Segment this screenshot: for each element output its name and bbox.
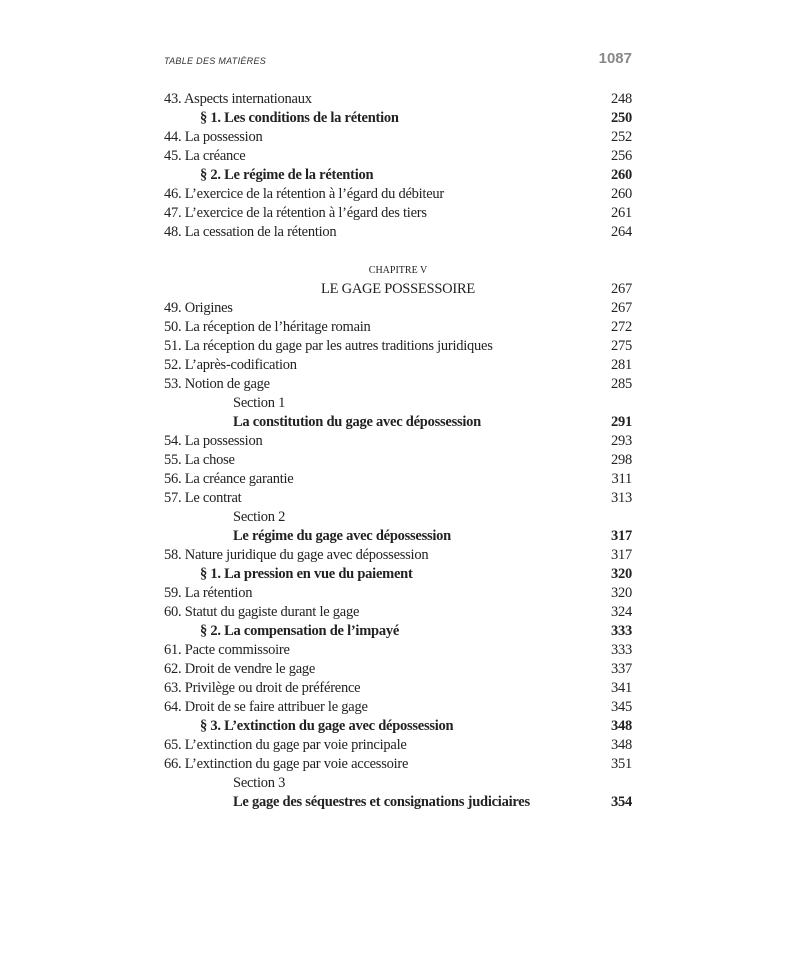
toc-page-number: 267	[611, 300, 632, 316]
toc-entry	[164, 660, 632, 679]
toc-label: 66. L’extinction du gage par voie accessoire	[164, 756, 409, 772]
toc-entry	[164, 299, 632, 318]
toc-label: Section 1	[233, 395, 286, 411]
toc-entry	[164, 356, 632, 375]
toc-page-number: 275	[611, 338, 632, 354]
toc-entry	[164, 375, 632, 394]
toc-label: 55. La chose	[164, 452, 235, 468]
toc-label: 48. La cessation de la rétention	[164, 224, 337, 240]
toc-section-label	[164, 394, 632, 413]
toc-label: Section 3	[233, 775, 286, 791]
toc-paragraph-heading	[164, 109, 632, 128]
toc-section-title	[164, 413, 632, 432]
toc-label: 62. Droit de vendre le gage	[164, 661, 316, 677]
toc-entry	[164, 432, 632, 451]
toc-paragraph-heading	[164, 565, 632, 584]
toc-page-number: 256	[611, 148, 632, 164]
toc-entry	[164, 185, 632, 204]
toc-page-number: 341	[611, 680, 632, 696]
toc-label: 44. La possession	[164, 129, 263, 145]
toc-paragraph-heading	[164, 166, 632, 185]
page-number: 1087	[598, 50, 632, 67]
toc-page-number: 337	[611, 661, 632, 677]
toc-entry	[164, 90, 632, 109]
toc-label: 46. L’exercice de la rétention à l’égard du débiteur	[164, 186, 444, 202]
toc-page-number: 333	[611, 623, 632, 639]
toc-page-number: 354	[611, 794, 632, 810]
toc-label: 58. Nature juridique du gage avec dépossession	[164, 547, 429, 563]
toc-label: § 1. La pression en vue du paiement	[200, 566, 413, 582]
toc-page-number: 348	[611, 718, 632, 734]
toc-page-number: 261	[611, 205, 632, 221]
toc-label: 50. La réception de l’héritage romain	[164, 319, 371, 335]
toc-page-number: 324	[611, 604, 632, 620]
toc-entry	[164, 489, 632, 508]
toc-page-number: 285	[611, 376, 632, 392]
toc-label: Section 2	[233, 509, 286, 525]
toc-page-number: 272	[611, 319, 632, 335]
toc-label: CHAPITRE V	[368, 265, 428, 276]
toc-page-number: 351	[611, 756, 632, 772]
toc-page-number: 313	[611, 490, 632, 506]
toc-label: 47. L’exercice de la rétention à l’égard des tiers	[164, 205, 427, 221]
toc-page-number: 345	[611, 699, 632, 715]
toc-label: 64. Droit de se faire attribuer le gage	[164, 699, 368, 715]
toc-page-number: 333	[611, 642, 632, 658]
toc-entry	[164, 204, 632, 223]
toc-page-number: 293	[611, 433, 632, 449]
toc-label: 65. L’extinction du gage par voie principale	[164, 737, 407, 753]
toc-page-number: 260	[611, 186, 632, 202]
toc-entry	[164, 451, 632, 470]
toc-label: 54. La possession	[164, 433, 263, 449]
toc-entry	[164, 736, 632, 755]
toc-entry	[164, 755, 632, 774]
toc-label: 51. La réception du gage par les autres traditions juridiques	[164, 338, 493, 354]
toc-label: § 1. Les conditions de la rétention	[200, 110, 399, 126]
toc-label: § 2. Le régime de la rétention	[200, 167, 374, 183]
toc-label: § 3. L’extinction du gage avec dépossession	[200, 718, 454, 734]
toc-label: 43. Aspects internationaux	[164, 91, 312, 107]
toc-page-number: 248	[611, 91, 632, 107]
toc-entry	[164, 698, 632, 717]
toc-entry	[164, 128, 632, 147]
table-of-contents	[164, 90, 632, 812]
toc-label: LE GAGE POSSESSOIRE	[321, 281, 475, 297]
toc-page-number: 264	[611, 224, 632, 240]
toc-page-number: 291	[611, 414, 632, 430]
toc-label: § 2. La compensation de l’impayé	[200, 623, 400, 639]
toc-chapter-title	[164, 280, 632, 299]
toc-page-number: 252	[611, 129, 632, 145]
toc-paragraph-heading	[164, 717, 632, 736]
toc-paragraph-heading	[164, 622, 632, 641]
toc-label: Le gage des séquestres et consignations judiciaires	[233, 794, 530, 810]
toc-entry	[164, 337, 632, 356]
toc-entry	[164, 679, 632, 698]
toc-page-number: 348	[611, 737, 632, 753]
toc-page-number: 320	[611, 566, 632, 582]
toc-chapter-label	[164, 262, 632, 280]
toc-entry	[164, 470, 632, 489]
toc-entry	[164, 584, 632, 603]
toc-page-number: 267	[611, 281, 632, 297]
toc-entry	[164, 223, 632, 242]
toc-section-title	[164, 793, 632, 812]
toc-page-number: 250	[611, 110, 632, 126]
toc-label: 57. Le contrat	[164, 490, 242, 506]
toc-page-number: 317	[611, 528, 632, 544]
toc-entry	[164, 147, 632, 166]
toc-label: 56. La créance garantie	[164, 471, 294, 487]
toc-spacer	[164, 242, 632, 262]
toc-label: 61. Pacte commissoire	[164, 642, 290, 658]
toc-page-number: 298	[611, 452, 632, 468]
toc-section-title	[164, 527, 632, 546]
toc-label: 59. La rétention	[164, 585, 253, 601]
toc-entry	[164, 546, 632, 565]
toc-label: 63. Privilège ou droit de préférence	[164, 680, 361, 696]
toc-entry	[164, 318, 632, 337]
toc-label: 52. L’après-codification	[164, 357, 297, 373]
toc-page-number: 281	[611, 357, 632, 373]
toc-entry	[164, 641, 632, 660]
toc-page-number: 320	[611, 585, 632, 601]
toc-label: Le régime du gage avec dépossession	[233, 528, 451, 544]
toc-entry	[164, 603, 632, 622]
toc-label: 45. La créance	[164, 148, 246, 164]
running-title: TABLE DES MATIÈRES	[164, 56, 267, 66]
toc-label: 49. Origines	[164, 300, 233, 316]
toc-page-number: 311	[611, 471, 632, 487]
toc-page-number: 317	[611, 547, 632, 563]
toc-section-label	[164, 774, 632, 793]
toc-page-number: 260	[611, 167, 632, 183]
toc-section-label	[164, 508, 632, 527]
toc-label: La constitution du gage avec dépossession	[233, 414, 481, 430]
toc-label: 53. Notion de gage	[164, 376, 270, 392]
toc-label: 60. Statut du gagiste durant le gage	[164, 604, 360, 620]
